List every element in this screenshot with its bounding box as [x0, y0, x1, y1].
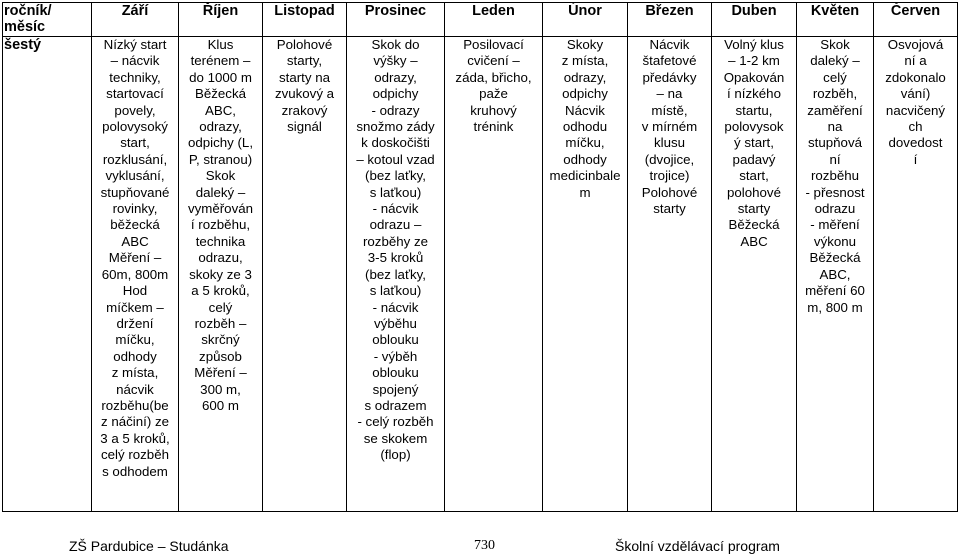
month-header: Září: [92, 3, 179, 37]
grade-label: šestý: [3, 37, 92, 512]
page-number: 730: [474, 538, 495, 553]
school-name: ZŠ Pardubice – Studánka: [69, 538, 229, 554]
grade-month-header: ročník/ měsíc: [3, 3, 92, 37]
page-footer: [0, 538, 959, 555]
month-header: Únor: [543, 3, 628, 37]
program-title: Školní vzdělávací program: [615, 538, 780, 554]
month-cell: Skok daleký – celý rozběh, zaměření na stupňová ní rozběhu - přesnost odrazu - měření výkonu Běžecká ABC, měření 60 m, 800 m: [797, 37, 874, 512]
header-row: [3, 3, 958, 37]
month-header: Květen: [797, 3, 874, 37]
grade-row: [3, 37, 958, 512]
month-cell: Volný klus – 1-2 km Opakován í nízkého startu, polovysok ý start, padavý start, polohové starty Běžecká ABC: [712, 37, 797, 512]
month-cell: Nácvik štafetové předávky – na místě, v mírném klusu (dvojice, trojice) Polohové starty: [628, 37, 712, 512]
month-cell: Osvojová ní a zdokonalo vání) nacvičený ch dovedost í: [874, 37, 958, 512]
month-header: Listopad: [263, 3, 347, 37]
month-header: Červen: [874, 3, 958, 37]
month-cell: Skoky z místa, odrazy, odpichy Nácvik odhodu míčku, odhody medicinbale m: [543, 37, 628, 512]
month-header: Duben: [712, 3, 797, 37]
month-header: Březen: [628, 3, 712, 37]
month-cell: Posilovací cvičení – záda, břicho, paže kruhový trénink: [445, 37, 543, 512]
month-header: Prosinec: [347, 3, 445, 37]
month-header: Leden: [445, 3, 543, 37]
month-header: Říjen: [179, 3, 263, 37]
curriculum-table: [2, 2, 958, 512]
month-cell: Nízký start – nácvik techniky, startovací povely, polovysoký start, rozklusání, vyklusání, stupňované rovinky, běžecká ABC Měření – 60m, 800m Hod míčkem – držení míčku, odhody z místa, nácvik rozběhu(be z náčiní) ze 3 a 5 kroků, celý rozběh s odhodem: [92, 37, 179, 512]
month-cell: Klus terénem – do 1000 m Běžecká ABC, odrazy, odpichy (L, P, stranou) Skok daleký – vyměřován í rozběhu, technika odrazu, skoky ze 3 a 5 kroků, celý rozběh – skrčný způsob Měření – 300 m, 600 m: [179, 37, 263, 512]
month-cell: Polohové starty, starty na zvukový a zrakový signál: [263, 37, 347, 512]
month-cell: Skok do výšky – odrazy, odpichy - odrazy snožmo zády k doskočišti – kotoul vzad (bez laťky, s laťkou) - nácvik odrazu – rozběhy ze 3-5 kroků (bez laťky, s laťkou) - nácvik výběhu oblouku - výběh oblouku spojený s odrazem - celý rozběh se skokem (flop): [347, 37, 445, 512]
